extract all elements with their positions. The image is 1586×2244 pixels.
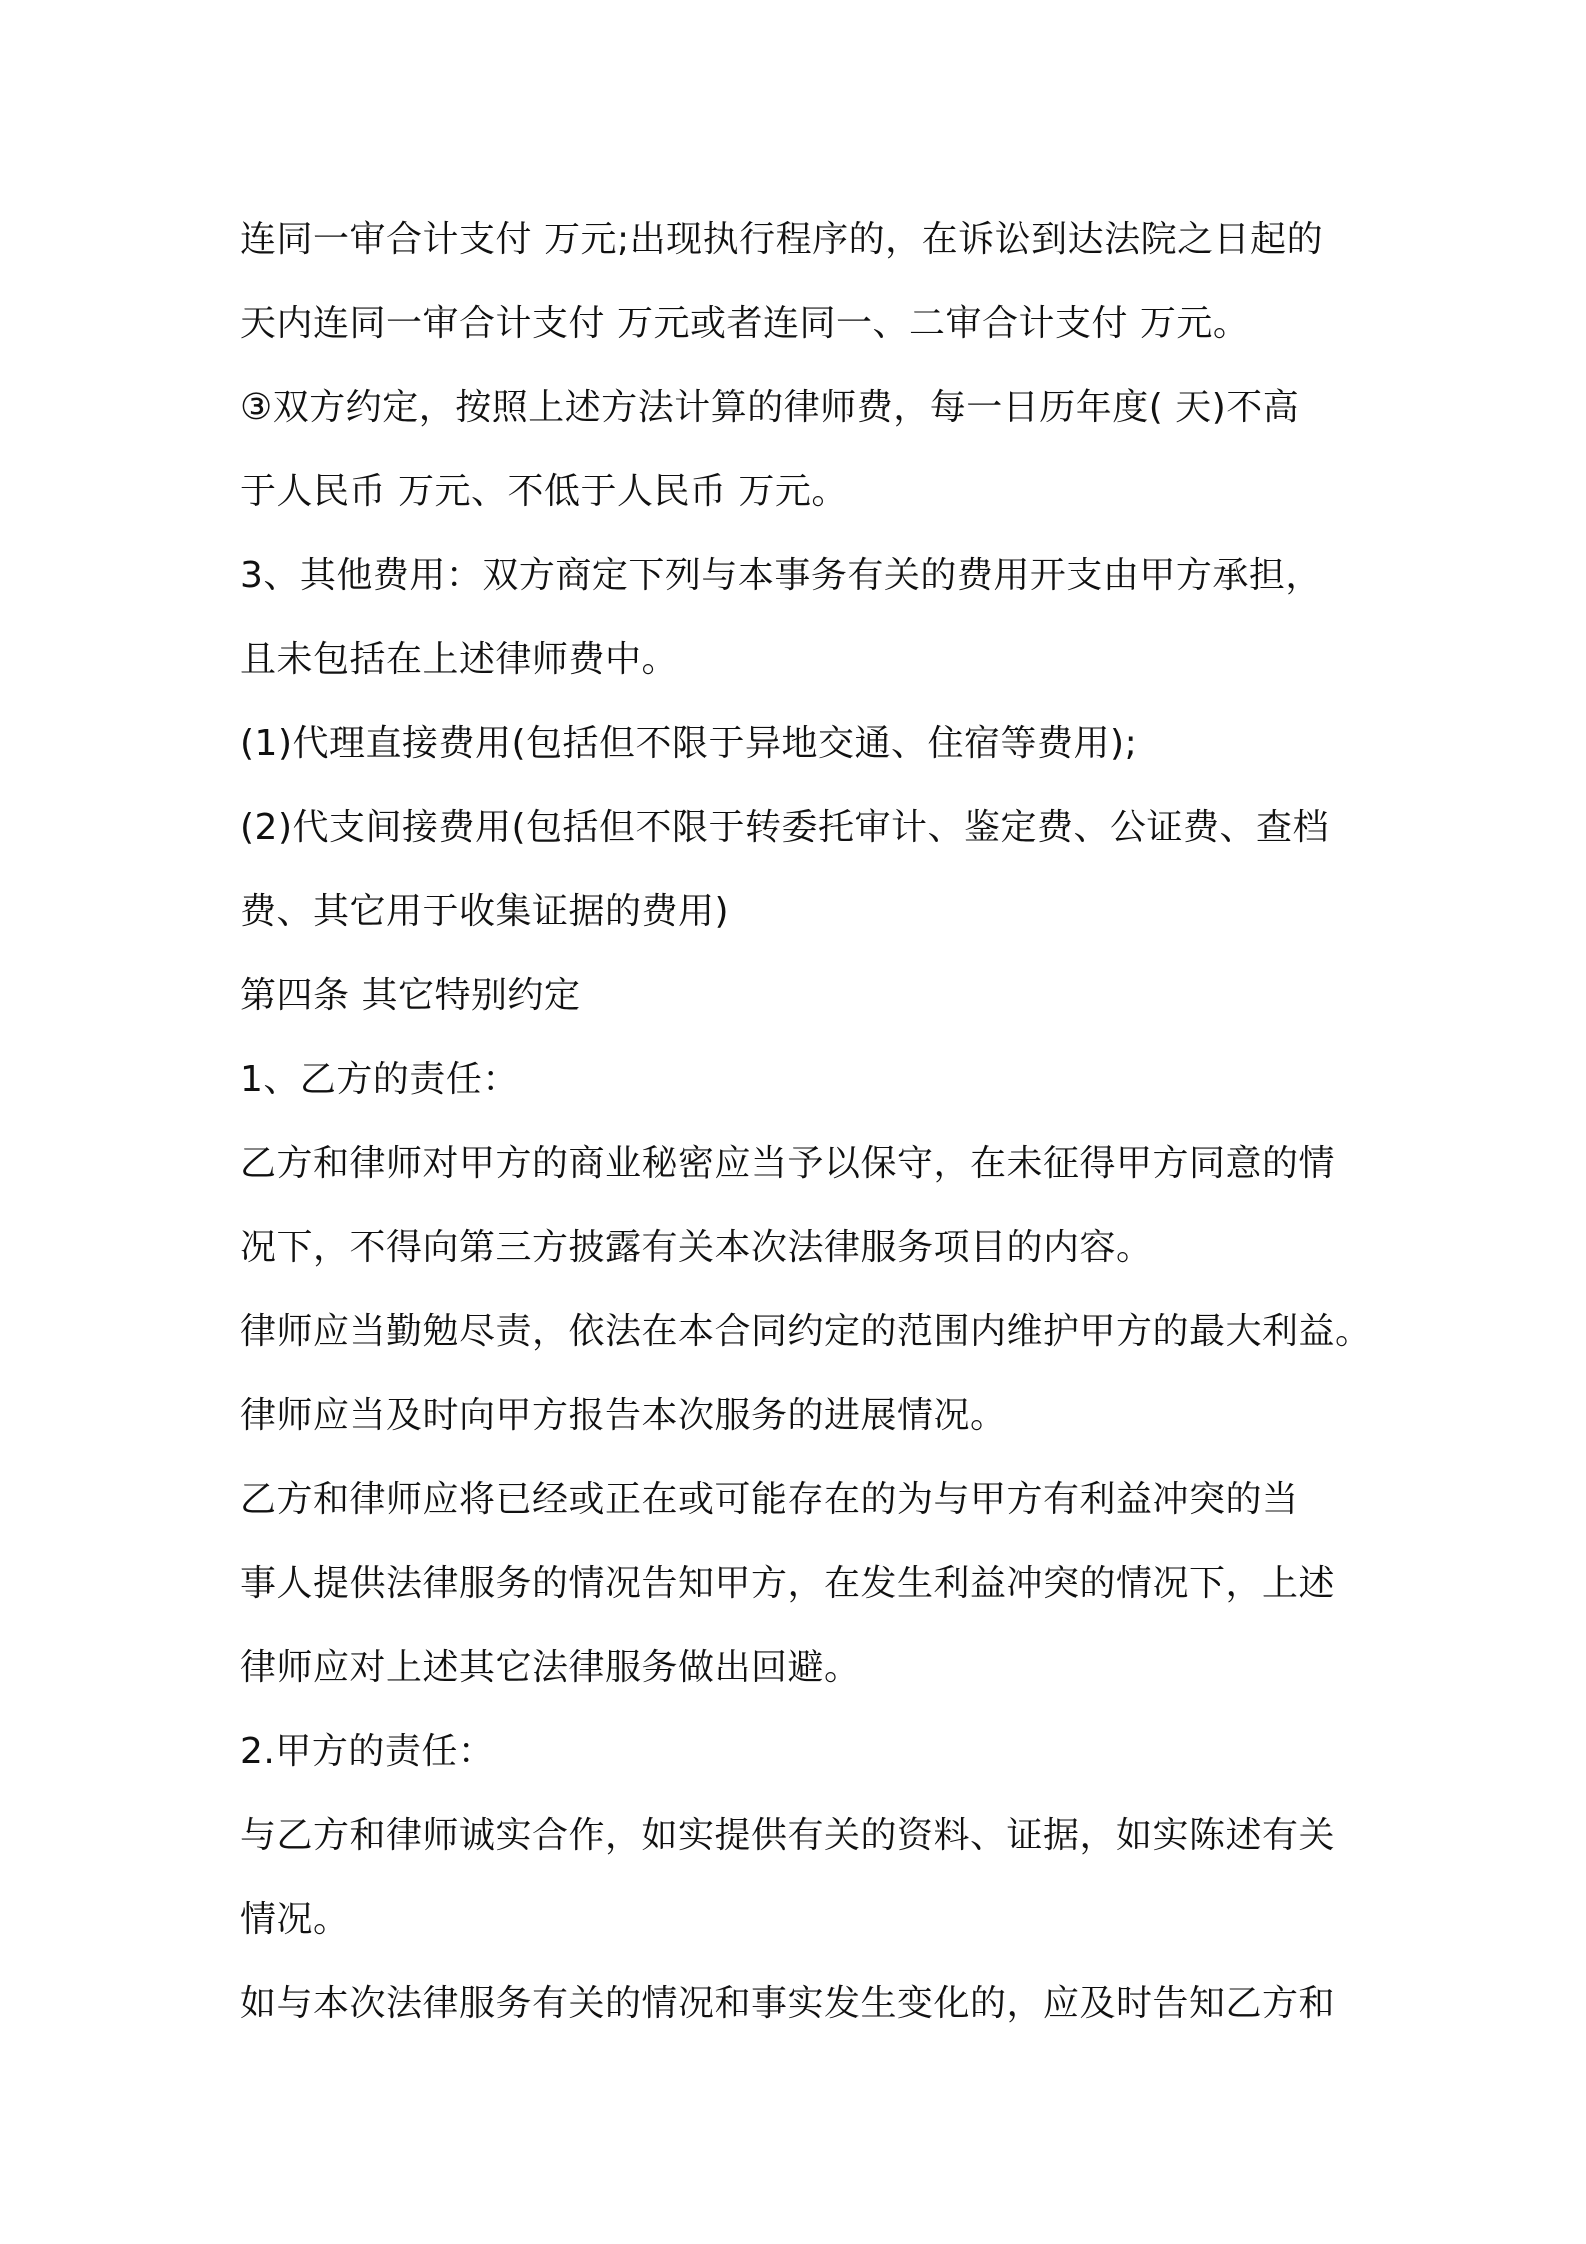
- text-line: 律师应当及时向甲方报告本次服务的进展情况。: [240, 1395, 1007, 1436]
- text-line: 律师应对上述其它法律服务做出回避。: [240, 1647, 861, 1688]
- text-line: 情况。: [240, 1899, 350, 1940]
- text-line: 3、其他费用：双方商定下列与本事务有关的费用开支由甲方承担，: [240, 555, 1322, 596]
- text-line: (2)代支间接费用(包括但不限于转委托审计、鉴定费、公证费、查档: [240, 807, 1330, 848]
- text-line: 如与本次法律服务有关的情况和事实发生变化的，应及时告知乙方和: [240, 1983, 1336, 2024]
- section-heading: 第四条 其它特别约定: [240, 975, 581, 1016]
- text-line: 于人民币 万元、不低于人民币 万元。: [240, 471, 848, 512]
- document-body: [240, 198, 1380, 2046]
- text-line: 况下，不得向第三方披露有关本次法律服务项目的内容。: [240, 1227, 1153, 1268]
- text-line: 事人提供法律服务的情况告知甲方，在发生利益冲突的情况下，上述: [240, 1563, 1336, 1604]
- subsection-heading: 2.甲方的责任：: [240, 1731, 495, 1772]
- text-line: 连同一审合计支付 万元;出现执行程序的，在诉讼到达法院之日起的: [240, 219, 1324, 260]
- text-line: 天内连同一审合计支付 万元或者连同一、二审合计支付 万元。: [240, 303, 1250, 344]
- text-line: 乙方和律师对甲方的商业秘密应当予以保守，在未征得甲方同意的情: [240, 1143, 1336, 1184]
- text-line: 与乙方和律师诚实合作，如实提供有关的资料、证据，如实陈述有关: [240, 1815, 1336, 1856]
- text-line: 费、其它用于收集证据的费用): [240, 891, 730, 932]
- text-line: 且未包括在上述律师费中。: [240, 639, 679, 680]
- text-line: ③双方约定，按照上述方法计算的律师费，每一日历年度( 天)不高: [240, 387, 1300, 428]
- text-line: (1)代理直接费用(包括但不限于异地交通、住宿等费用);: [240, 723, 1138, 764]
- text-line: 乙方和律师应将已经或正在或可能存在的为与甲方有利益冲突的当: [240, 1479, 1299, 1520]
- text-line: 律师应当勤勉尽责，依法在本合同约定的范围内维护甲方的最大利益。: [240, 1311, 1372, 1352]
- subsection-heading: 1、乙方的责任：: [240, 1059, 519, 1100]
